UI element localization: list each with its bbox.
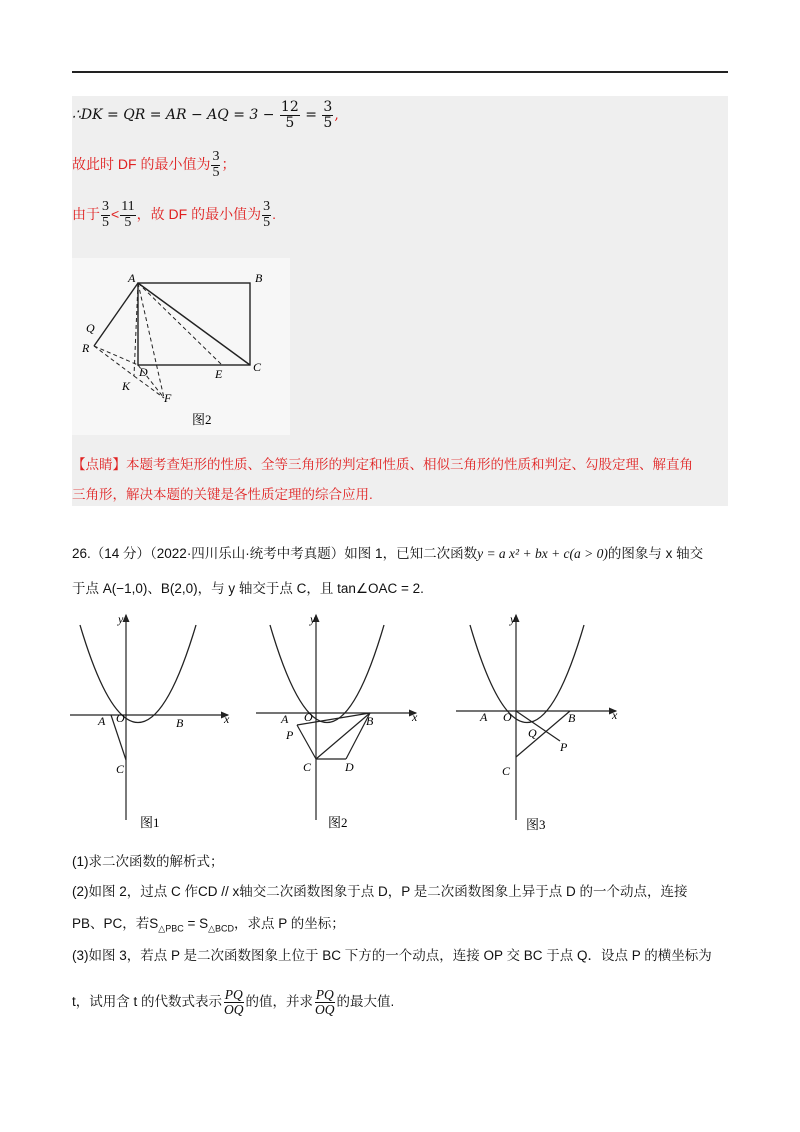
label-y: y xyxy=(510,612,516,626)
label-Q: Q xyxy=(86,321,95,335)
fraction: $\frac{12}{5}$ xyxy=(280,99,299,131)
graph-1 xyxy=(70,612,230,830)
label-x: x xyxy=(612,708,618,722)
label-P: P xyxy=(286,728,294,742)
label-A: A xyxy=(480,710,488,724)
label-B: B xyxy=(255,271,263,285)
label-R: R xyxy=(82,341,90,355)
fraction: $\frac{3}{5}$ xyxy=(263,199,271,230)
label-B: B xyxy=(176,716,184,730)
label-B: B xyxy=(366,714,374,728)
solution-line-2: 故此时 DF 的最小值为 $\frac{3}{5}$ ； xyxy=(72,149,236,180)
label-C: C xyxy=(253,360,262,374)
fraction: $\frac{PQ}{OQ}$ xyxy=(224,987,244,1018)
problem-line-2: 于点 A(−1,0)、B(2,0)，与 y 轴交于点 C，且 tan∠OAC = 2. xyxy=(72,581,424,596)
label-O: O xyxy=(304,710,313,724)
rectangle-diagram xyxy=(72,258,290,435)
fraction: $\frac{3}{5}$ xyxy=(212,149,220,180)
comment-line-2: 三角形，解决本题的关键是各性质定理的综合应用. xyxy=(72,487,373,502)
label-A: A xyxy=(98,714,106,728)
label-x: x xyxy=(224,712,230,726)
label-B: B xyxy=(568,711,576,725)
graph-3 xyxy=(456,612,618,832)
question-1: (1)求二次函数的解析式； xyxy=(72,854,224,869)
question-3-line-2: t，试用含 t 的代数式表示 $\frac{PQ}{OQ}$ 的值，并求 $\frac{PQ}{OQ}$ 的最大值. xyxy=(72,987,395,1018)
graph-2 xyxy=(256,612,418,830)
fraction: $\frac{3}{5}$ xyxy=(102,199,109,230)
label-D: D xyxy=(139,365,148,379)
label-F: F xyxy=(164,391,172,405)
problem-line-1: 26.（14 分）（2022·四川乐山·统考中考真题）如图 1，已知二次函数y = a x² + bx + c(a > 0)的图象与 x 轴交 xyxy=(72,546,704,561)
eq-prefix: ∴DK = QR = AR − AQ = 3 − xyxy=(72,107,279,124)
parabola-figures xyxy=(60,605,640,845)
rectangle-figure xyxy=(72,258,290,435)
fraction: $\frac{PQ}{OQ}$ xyxy=(315,987,335,1018)
label-O: O xyxy=(503,710,512,724)
label-A: A xyxy=(128,271,136,285)
caption-1: 图1 xyxy=(140,815,160,830)
label-A: A xyxy=(281,712,289,726)
solution-line-1: ∴DK = QR = AR − AQ = 3 − $\frac{12}{5}$ = $\frac{3}{5}$ , xyxy=(72,99,339,131)
label-C: C xyxy=(116,762,125,776)
label-E: E xyxy=(215,367,223,381)
caption-2: 图2 xyxy=(328,815,348,830)
caption-3: 图3 xyxy=(526,817,546,832)
label-O: O xyxy=(116,711,125,725)
label-D: D xyxy=(345,760,354,774)
label-y: y xyxy=(310,612,316,626)
fraction: $\frac{3}{5}$ xyxy=(323,99,333,131)
solution-line-3: 由于 $\frac{3}{5}$ < $\frac{11}{5}$ ，故 DF 的最小值为 $\frac{3}{5}$ . xyxy=(72,199,277,230)
question-2-line-1: (2)如图 2，过点 C 作CD // x轴交二次函数图象于点 D，P 是二次函数图象上异于点 D 的一个动点，连接 xyxy=(72,884,688,899)
label-C: C xyxy=(303,760,312,774)
fraction: $\frac{11}{5}$ xyxy=(121,199,135,230)
question-2-line-2: PB、PC，若$S_{\triangle PBC} = S_{\triangle BCD}$，求点 P 的坐标； xyxy=(72,916,345,934)
label-y: y xyxy=(118,612,124,626)
label-x: x xyxy=(412,710,418,724)
question-3-line-1: (3)如图 3，若点 P 是二次函数图象上位于 BC 下方的一个动点，连接 OP 交 BC 于点 Q．设点 P 的横坐标为 xyxy=(72,948,712,963)
label-K: K xyxy=(122,379,131,393)
header-rule xyxy=(72,71,728,73)
comment-line-1: 【点睛】本题考查矩形的性质、全等三角形的判定和性质、相似三角形的性质和判定、勾股定理、解直角 xyxy=(72,457,693,472)
label-C: C xyxy=(502,764,511,778)
label-P: P xyxy=(560,740,568,754)
label-Q: Q xyxy=(528,726,537,740)
figure-caption: 图2 xyxy=(192,412,212,427)
